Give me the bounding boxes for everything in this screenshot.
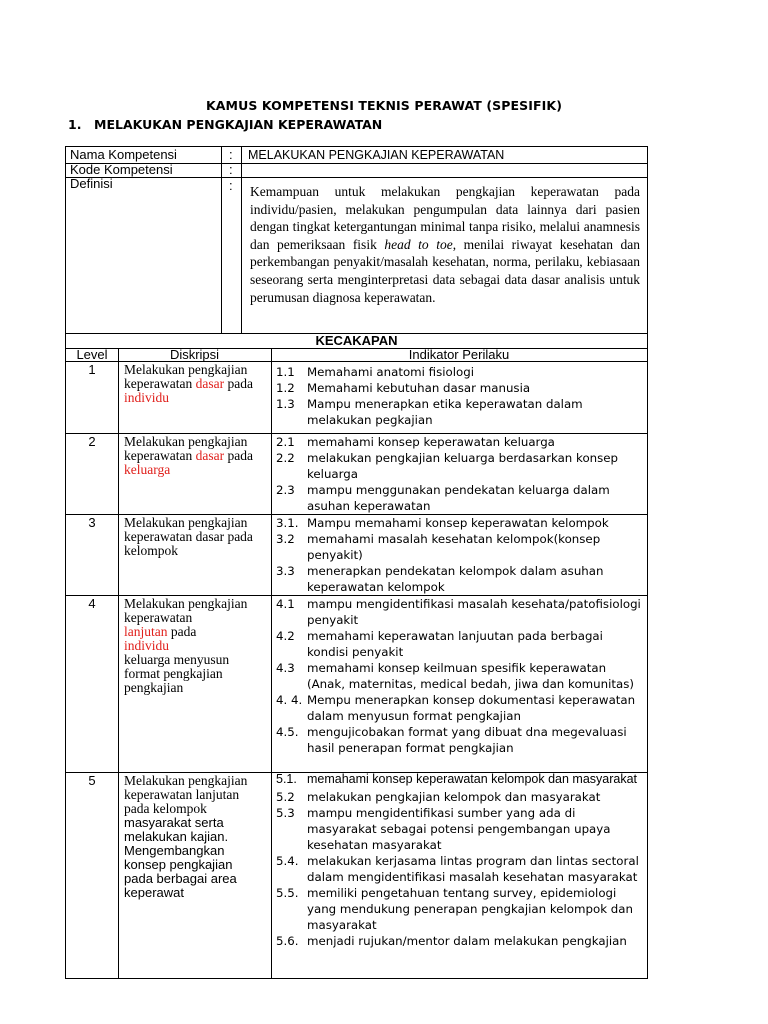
colon: : <box>229 178 233 193</box>
indicator-item <box>276 482 646 514</box>
indicator-text: memahami konsep keperawatan keluarga <box>307 435 555 449</box>
level-number: 3 <box>88 515 96 530</box>
header-level: Level <box>76 347 108 362</box>
indicator-item <box>276 434 646 450</box>
row-divider <box>66 177 647 178</box>
indicator-number: 2.3 <box>276 483 295 497</box>
level-description <box>124 363 264 405</box>
indicator-list <box>276 596 646 756</box>
colon: : <box>229 147 233 162</box>
desc-text: Melakukan pengkajian keperawatan <box>124 596 248 625</box>
desc-highlight: dasar <box>195 376 225 391</box>
desc-text: pada <box>224 376 253 391</box>
indicator-number: 3.3 <box>276 564 295 578</box>
desc-text: Melakukan pengkajian keperawatan lanjutan pada kelompok <box>124 773 248 816</box>
indicator-text: memiliki pengetahuan tentang survey, epidemiologi yang mendukung penerapan pengkajian kelompok dan masyarakat <box>307 886 633 932</box>
indicator-list <box>276 434 646 514</box>
level-number: 4 <box>88 596 96 611</box>
indicator-item <box>276 885 646 933</box>
indicator-number: 4.1 <box>276 597 295 611</box>
desc-text: Melakukan pengkajian keperawatan <box>124 434 248 463</box>
indicator-number: 2.1 <box>276 435 295 449</box>
indicator-number: 4.5. <box>276 725 299 739</box>
indicator-number: 4. 4. <box>276 693 303 707</box>
indicator-number: 5.1. <box>276 772 297 786</box>
indicator-text: mengujicobakan format yang dibuat dna megevaluasi hasil penerapan format pengkajian <box>307 725 627 755</box>
indicator-number: 5.6. <box>276 934 299 948</box>
indicator-item <box>276 724 646 756</box>
indicator-item <box>276 531 646 563</box>
document-title: KAMUS KOMPETENSI TEKNIS PERAWAT (SPESIFIK) <box>205 98 563 113</box>
indicator-text: menerapkan pendekatan kelompok dalam asuhan keperawatan kelompok <box>307 564 604 594</box>
indicator-text: melakukan pengkajian keluarga berdasarkan konsep keluarga <box>307 451 619 481</box>
indicator-text: menjadi rujukan/mentor dalam melakukan pengkajian <box>307 934 627 948</box>
indicator-text: melakukan pengkajian kelompok dan masyarakat <box>307 790 601 804</box>
colon: : <box>229 162 233 177</box>
nama-kompetensi-label: Nama Kompetensi <box>70 147 177 162</box>
indicator-number: 5.2 <box>276 790 295 804</box>
level-description: Melakukan pengkajian keperawatan dasar pada kelompok <box>124 515 253 558</box>
indicator-item <box>276 450 646 482</box>
indicator-text: mampu mengidentifikasi masalah kesehata/patofisiologi penyakit <box>307 597 641 627</box>
nama-kompetensi-value: MELAKUKAN PENGKAJIAN KEPERAWATAN <box>248 148 505 162</box>
kecakapan-title: KECAKAPAN <box>315 333 398 348</box>
level-description <box>124 435 264 477</box>
column-divider <box>241 147 242 333</box>
definisi-label: Definisi <box>70 176 113 191</box>
header-diskripsi: Diskripsi <box>169 347 220 362</box>
kecakapan-table <box>65 334 648 979</box>
indicator-text: memahami keperawatan lanjuutan pada berbagai kondisi penyakit <box>307 629 603 659</box>
desc-text: pada <box>167 624 197 639</box>
indicator-number: 3.2 <box>276 532 295 546</box>
indicator-item <box>276 933 646 949</box>
indicator-item <box>276 515 646 531</box>
indicator-text: Mampu menerapkan etika keperawatan dalam melakukan pegkajian <box>307 397 583 427</box>
indicator-text: Memahami anatomi fisiologi <box>307 365 475 379</box>
section-title: MELAKUKAN PENGKAJIAN KEPERAWATAN <box>94 117 383 132</box>
definisi-part: , menilai riwayat kesehatan dan perkembangan penyakit/masalah kesehatan, norma, perilaku, kebiasaan seseorang serta menginterpretasi data sebagai data dasar analisis untuk perumusan diagnosa keperawatan. <box>250 236 640 305</box>
column-divider <box>118 348 119 978</box>
indicator-number: 1.2 <box>276 381 295 395</box>
desc-highlight: dasar <box>195 448 225 463</box>
indicator-item <box>276 692 646 724</box>
indicator-item <box>276 396 646 428</box>
section-number: 1. <box>68 117 82 132</box>
indicator-number: 1.3 <box>276 397 295 411</box>
indicator-item <box>276 380 646 396</box>
indicator-item <box>276 805 646 853</box>
indicator-number: 5.5. <box>276 886 299 900</box>
level-description <box>124 597 264 695</box>
header-indikator: Indikator Perilaku <box>408 347 510 362</box>
desc-text: keluarga menyusun format pengkajian pengkajian <box>124 652 230 695</box>
indicator-text: Mampu memahami konsep keperawatan kelompok <box>307 516 609 530</box>
indicator-number: 4.3 <box>276 661 295 675</box>
indicator-item <box>276 853 646 885</box>
indicator-number: 4.2 <box>276 629 295 643</box>
definisi-part: Kemampuan untuk melakukan pengkajian keperawatan pada individu/pasien, melakukan pengumpulan data lainnya dari pasien dengan tingkat ketergantungan minimal tanpa risiko, melalui anamnesis dan pemeriksaan fisik <box>250 184 640 252</box>
indicator-text: memahami masalah kesehatan kelompok(konsep penyakit) <box>307 532 601 562</box>
indicator-list <box>276 364 646 428</box>
indicator-text: Mempu menerapkan konsep dokumentasi keperawatan dalam menyusun format pengkajian <box>307 693 636 723</box>
level-number: 2 <box>88 434 96 449</box>
definisi-italic: head to toe <box>384 236 453 252</box>
column-divider <box>271 348 272 978</box>
column-divider <box>221 147 222 333</box>
desc-text: Melakukan pengkajian keperawatan <box>124 362 248 391</box>
kode-kompetensi-label: Kode Kompetensi <box>70 162 173 177</box>
definisi-text <box>250 183 640 306</box>
section-heading <box>68 117 382 132</box>
indicator-number: 2.2 <box>276 451 295 465</box>
indicator-list <box>276 515 646 595</box>
indicator-number: 1.1 <box>276 365 295 379</box>
indicator-item <box>276 773 646 786</box>
indicator-text: memahami konsep keperawatan kelompok dan masyarakat <box>307 772 638 786</box>
indicator-item <box>276 563 646 595</box>
indicator-item <box>276 789 646 805</box>
indicator-number: 3.1. <box>276 516 299 530</box>
indicator-item <box>276 628 646 660</box>
desc-highlight: individu <box>124 638 170 653</box>
indicator-item <box>276 596 646 628</box>
competency-info-table <box>65 146 648 334</box>
indicator-list <box>276 773 646 949</box>
indicator-text: memahami konsep keilmuan spesifik keperawatan (Anak, maternitas, medical bedah, jiwa dan komunitas) <box>307 661 634 691</box>
desc-text: masyarakat serta melakukan kajian. Mengembangkan konsep pengkajian pada berbagai area keperawat <box>124 815 237 900</box>
indicator-item <box>276 660 646 692</box>
desc-highlight: keluarga <box>124 462 171 477</box>
level-number: 1 <box>88 362 96 377</box>
desc-highlight: lanjutan <box>124 624 168 639</box>
indicator-text: mampu menggunakan pendekatan keluarga dalam asuhan keperawatan <box>307 483 610 513</box>
indicator-number: 5.3 <box>276 806 295 820</box>
desc-text: pada <box>224 448 253 463</box>
desc-highlight: individu <box>124 390 170 405</box>
indicator-text: melakukan kerjasama lintas program dan lintas sectoral dalam mengidentifikasi masalah kesehatan masyarakat <box>307 854 639 884</box>
indicator-text: Memahami kebutuhan dasar manusia <box>307 381 531 395</box>
level-number: 5 <box>88 773 96 788</box>
indicator-number: 5.4. <box>276 854 299 868</box>
indicator-text: mampu mengidentifikasi sumber yang ada di masyarakat sebagai potensi pengembangan upaya kesehatan masyarakat <box>307 806 611 852</box>
indicator-item <box>276 364 646 380</box>
level-description <box>124 774 264 900</box>
